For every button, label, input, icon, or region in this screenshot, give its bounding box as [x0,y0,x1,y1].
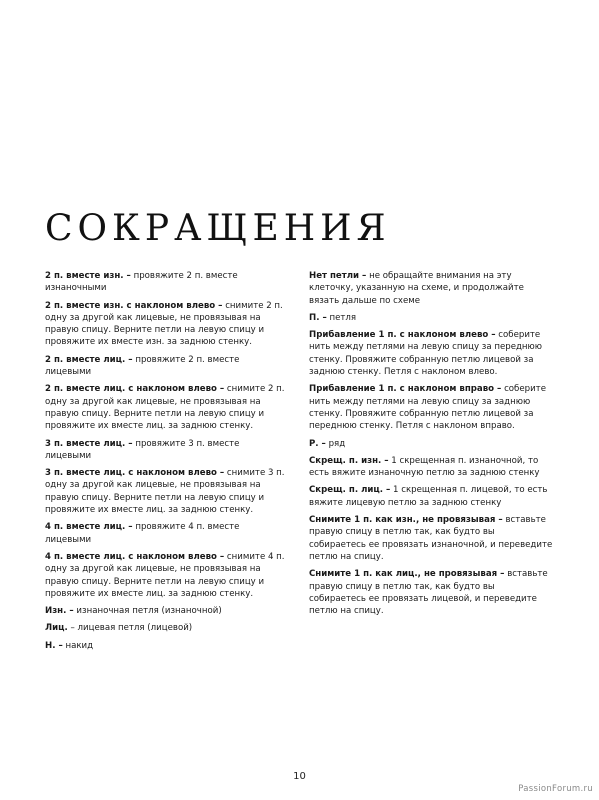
glossary-entry [309,438,553,450]
glossary-entry [309,270,553,307]
entry-term: Изн. – [45,606,74,617]
page-number: 10 [293,771,306,782]
entry-definition: снимите 2 п. одну за другой как лицевые, не провязывая на правую спицу. Верните петли на левую спицу и провяжите их вместе изн. за заднюю стенку. [45,300,283,348]
entry-definition: не обращайте внимания на эту клеточку, указанную на схеме, и продолжайте вязать дальше по схеме [309,271,524,306]
entry-definition: провяжите 2 п. вместе изнаночными [45,271,238,294]
entry-definition: снимите 3 п. одну за другой как лицевые, не провязывая на правую спицу. Верните петли на левую спицу и провяжите их вместе лиц. за заднюю стенку. [45,468,285,516]
entry-term: 3 п. вместе лиц. с наклоном влево – [45,468,225,479]
page-title: СОКРАЩЕНИЯ [45,208,391,249]
entry-term: Р. – [309,438,326,449]
entry-definition: накид [62,640,94,651]
entry-definition: – лицевая петля (лицевой) [67,623,193,634]
glossary-entry [45,622,287,634]
glossary-entry [309,312,553,324]
watermark: PassionForum.ru [518,784,593,794]
glossary-entry [45,300,287,349]
entry-term: Снимите 1 п. как изн., не провязывая – [309,515,503,526]
entry-definition: провяжите 3 п. вместе лицевыми [45,438,240,461]
glossary-entry [45,521,287,546]
glossary-entry [309,455,553,480]
entry-definition: провяжите 4 п. вместе лицевыми [45,522,240,545]
glossary-entry [45,354,287,379]
glossary-entry [309,484,553,509]
glossary-entry [309,568,553,617]
entry-term: Снимите 1 п. как лиц., не провязывая – [309,569,505,580]
abbreviations-left-column [45,270,287,657]
glossary-entry [309,383,553,432]
entry-term: 2 п. вместе изн. – [45,271,131,281]
abbreviations-right-column [309,270,553,622]
glossary-entry [45,438,287,463]
entry-term: Н. – [45,640,63,651]
entry-definition: соберите нить между петлями на левую спицу за переднюю стенку. Провяжите собранную петлю лицевой за заднюю стенку. Петля с наклоном влево. [309,330,543,378]
entry-definition: вставьте правую спицу в петлю так, как будто вы собираетесь ее провязать изнаночной, и переведите петлю на спицу. [309,515,553,562]
entry-definition: снимите 4 п. одну за другой как лицевые, не провязывая на правую спицу. Верните петли на левую спицу и провяжите их вместе лиц. за заднюю стенку. [45,551,285,599]
entry-term: Скрещ. п. изн. – [309,455,389,466]
glossary-entry [45,383,287,432]
entry-definition: петля [326,312,357,323]
glossary-entry [309,514,553,563]
entry-definition: вставьте правую спицу в петлю так, как будто вы собираетесь ее провязать лицевой, и переведите петлю на спицу. [309,569,548,617]
glossary-entry [45,605,287,617]
entry-term: 2 п. вместе изн. с наклоном влево – [45,300,223,311]
entry-term: 4 п. вместе лиц. с наклоном влево – [45,551,225,562]
glossary-entry [45,640,287,652]
entry-definition: ряд [325,438,346,449]
glossary-entry [45,551,287,600]
entry-definition: 1 скрещенная п. лицевой, то есть вяжите лицевую петлю за заднюю стенку [309,485,548,508]
glossary-entry [309,329,553,378]
entry-term: 2 п. вместе лиц. с наклоном влево – [45,384,225,395]
entry-term: Прибавление 1 п. с наклоном вправо – [309,384,502,395]
entry-term: Нет петли – [309,271,367,281]
entry-term: 4 п. вместе лиц. – [45,522,133,533]
glossary-entry [45,270,287,295]
entry-definition: 1 скрещенная п. изнаночной, то есть вяжите изнаночную петлю за заднюю стенку [309,455,540,479]
glossary-entry [45,467,287,516]
entry-term: П. – [309,312,327,323]
entry-term: Скрещ. п. лиц. – [309,485,391,496]
entry-definition: изнаночная петля (изнаночной) [73,606,222,617]
entry-definition: снимите 2 п. одну за другой как лицевые, не провязывая на правую спицу. Верните петли на левую спицу и провяжите их вместе лиц. за заднюю стенку. [45,384,285,432]
entry-term: Прибавление 1 п. с наклоном влево – [309,330,496,341]
entry-term: 2 п. вместе лиц. – [45,354,133,365]
entry-term: Лиц. [45,623,68,634]
entry-definition: соберите нить между петлями на левую спицу за заднюю стенку. Провяжите собранную петлю лицевой за переднюю стенку. Петля с наклоном вправо. [309,384,546,432]
entry-term: 3 п. вместе лиц. – [45,438,133,449]
entry-definition: провяжите 2 п. вместе лицевыми [45,354,240,378]
